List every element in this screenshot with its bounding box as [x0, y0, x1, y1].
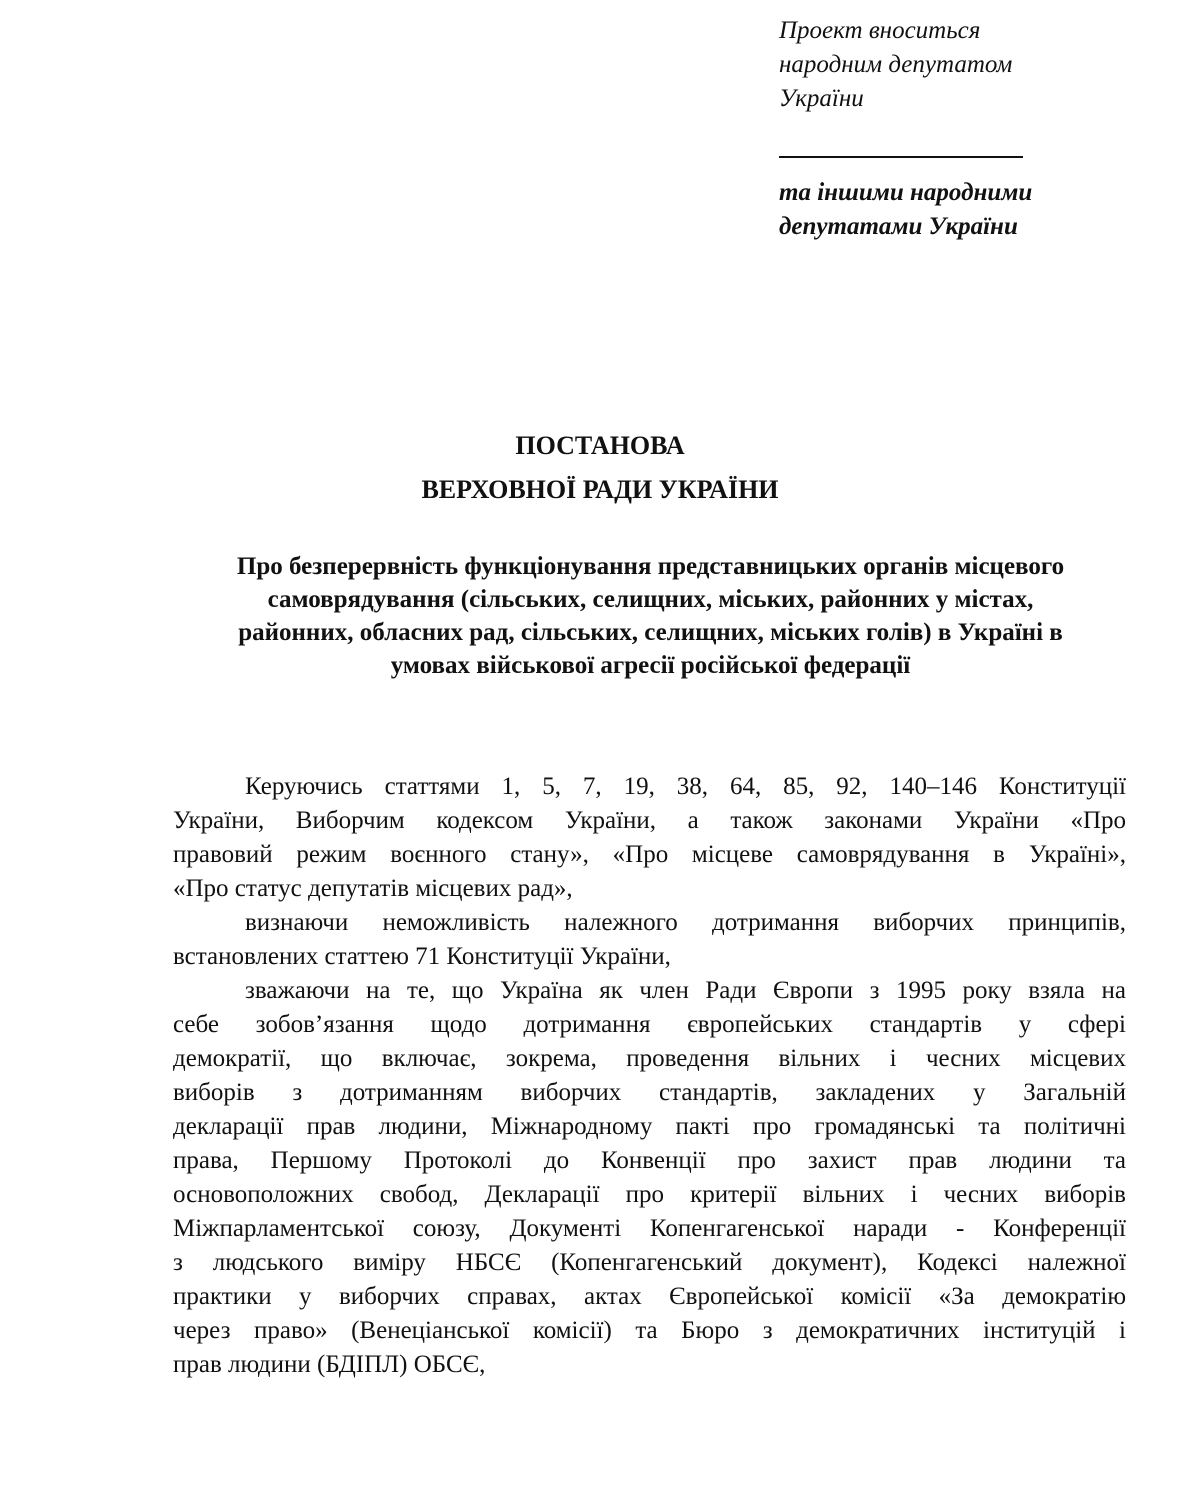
body-line: Керуючись статтями 1, 5, 7, 19, 38, 64, 85, 92, 140–146 Конституції	[245, 773, 1126, 800]
body-line: з людського виміру НБСЄ (Копенгагенський документ), Кодексі належної	[173, 1249, 1126, 1276]
body-line: демократії, що включає, зокрема, проведення вільних і чесних місцевих	[173, 1045, 1126, 1072]
title-line: районних, обласних рад, сільських, селищних, міських голів) в Україні в	[238, 619, 1063, 646]
author-line: України	[779, 85, 864, 112]
coauthors-line: та іншими народними	[779, 179, 1033, 206]
title-line: самоврядування (сільських, селищних, міських, районних у містах,	[267, 586, 1034, 613]
body-line: себе зобов’язання щодо дотримання європейських стандартів у сфері	[173, 1011, 1126, 1038]
body-line: виборів з дотриманням виборчих стандартів, закладених у Загальній	[173, 1079, 1126, 1106]
body-line: декларації прав людини, Міжнародному пакті про громадянські та політичні	[173, 1113, 1126, 1140]
body-line: практики у виборчих справах, актах Європейської комісії «За демократію	[173, 1283, 1126, 1310]
document-body	[173, 770, 1126, 1382]
body-line: основоположних свобод, Декларації про критерії вільних і чесних виборів	[173, 1181, 1126, 1208]
body-line: через право» (Венеціанської комісії) та Бюро з демократичних інституцій і	[173, 1317, 1126, 1344]
author-line: Проект вноситься	[779, 17, 981, 44]
body-line: встановлених статтею 71 Конституції України,	[173, 943, 671, 970]
body-line: України, Виборчим кодексом України, а також законами України «Про	[173, 807, 1126, 834]
body-line: права, Першому Протоколі до Конвенції про захист прав людини та	[173, 1147, 1126, 1174]
body-line: Міжпарламентської союзу, Документі Копенгагенської наради - Конференції	[173, 1215, 1126, 1242]
issuing-body: ВЕРХОВНОЇ РАДИ УКРАЇНИ	[421, 475, 779, 504]
document-type-heading	[0, 424, 1200, 512]
document-title	[120, 550, 1181, 682]
body-line: прав людини (БДІПЛ) ОБСЄ,	[173, 1351, 486, 1378]
author-block	[779, 14, 1179, 244]
coauthors-line: депутатами України	[779, 213, 1018, 240]
body-line: «Про статус депутатів місцевих рад»,	[173, 875, 573, 902]
author-line: народним депутатом	[779, 51, 1013, 78]
signature-line	[779, 156, 1023, 158]
title-line: умовах військової агресії російської федерації	[390, 652, 911, 679]
title-line: Про безперервність функціонування представницьких органів місцевого	[236, 553, 1065, 580]
body-line: зважаючи на те, що Україна як член Ради Європи з 1995 року взяла на	[245, 977, 1126, 1004]
document-type: ПОСТАНОВА	[515, 431, 685, 460]
body-line: визнаючи неможливість належного дотримання виборчих принципів,	[245, 909, 1126, 936]
body-line: правовий режим воєнного стану», «Про місцеве самоврядування в Україні»,	[173, 841, 1126, 868]
